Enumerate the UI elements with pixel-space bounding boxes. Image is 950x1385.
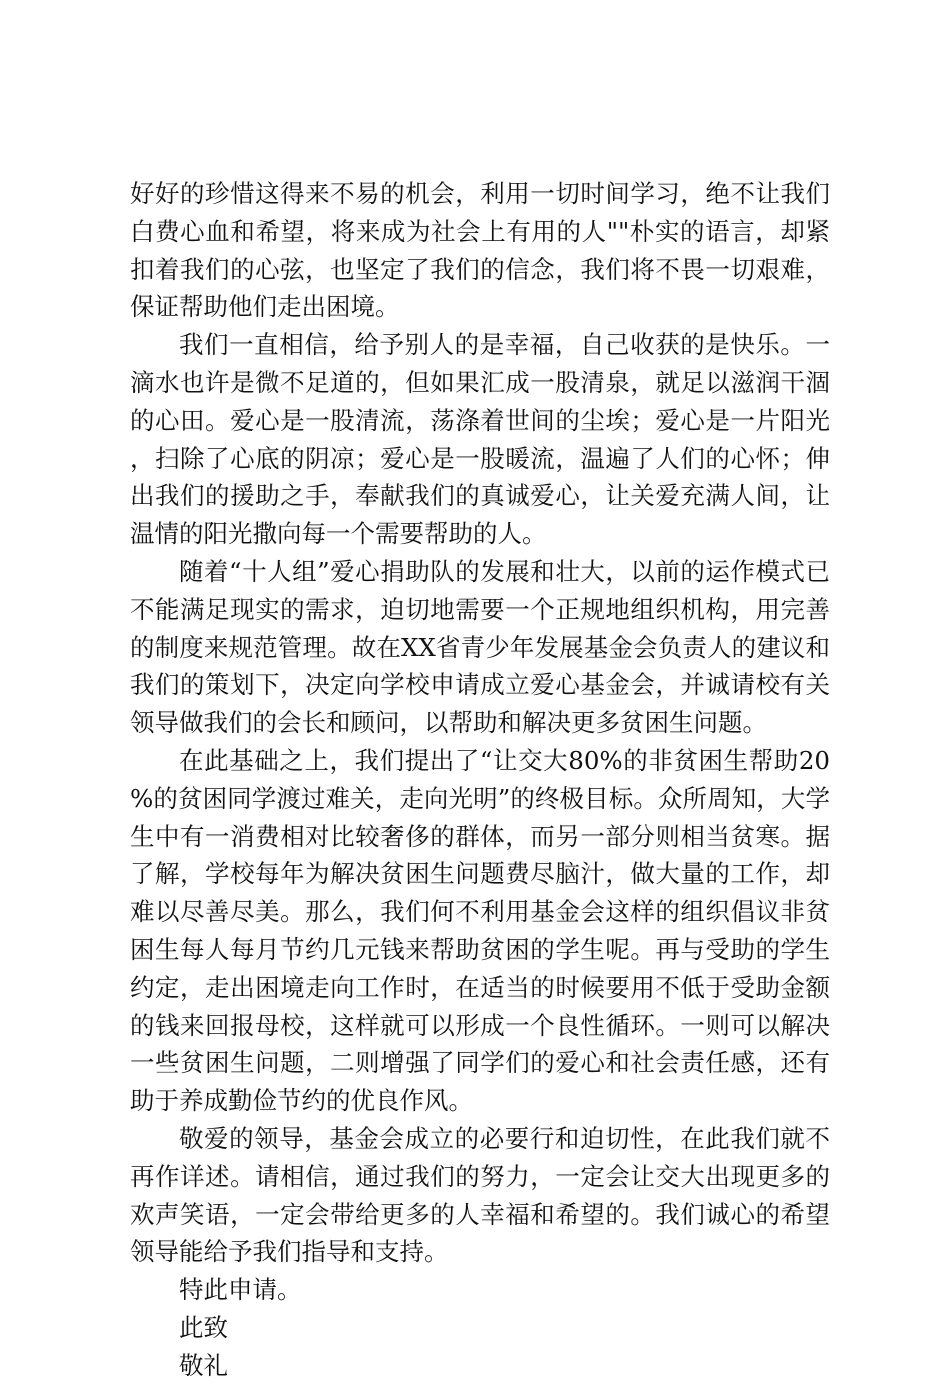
paragraph-5: 敬爱的领导，基金会成立的必要行和迫切性，在此我们就不再作详述。请相信，通过我们的努力，一定会让交大出现更多的欢声笑语，一定会带给更多的人幸福和希望的。我们诚心的希望领导能给予我们指导和支持。 bbox=[130, 1123, 830, 1267]
document-page bbox=[130, 175, 830, 1385]
paragraph-3: 随着“十人组”爱心捐助队的发展和壮大，以前的运作模式已不能满足现实的需求，迫切地需要一个正规地组织机构，用完善的制度来规范管理。故在XX省青少年发展基金会负责人的建议和我们的策划下，决定向学校申请成立爱心基金会，并诚请校有关领导做我们的会长和顾问，以帮助和解决更多贫困生问题。 bbox=[130, 556, 830, 738]
closing-salutation-1: 此致 bbox=[179, 1312, 228, 1342]
closing-request: 特此申请。 bbox=[179, 1275, 302, 1305]
paragraph-4: 在此基础之上，我们提出了“让交大80%的非贫困生帮助20%的贫困同学渡过难关，走向光明”的终极目标。众所周知，大学生中有一消费相对比较奢侈的群体，而另一部分则相当贫寒。据了解，学校每年为解决贫困生问题费尽脑汁，做大量的工作，却难以尽善尽美。那么，我们何不利用基金会这样的组织倡议非贫困生每人每月节约几元钱来帮助贫困的学生呢。再与受助的学生约定，走出困境走向工作时，在适当的时候要用不低于受助金额的钱来回报母校，这样就可以形成一个良性循环。一则可以解决一些贫困生问题，二则增强了同学们的爱心和社会责任感，还有助于养成勤俭节约的优良作风。 bbox=[130, 745, 830, 1116]
paragraph-2: 我们一直相信，给予别人的是幸福，自己收获的是快乐。一滴水也许是微不足道的，但如果汇成一股清泉，就足以滋润干涸的心田。爱心是一股清流，荡涤着世间的尘埃；爱心是一片阳光，扫除了心底的阴凉；爱心是一股暖流，温遍了人们的心怀；伸出我们的援助之手，奉献我们的真诚爱心，让关爱充满人间，让温情的阳光撒向每一个需要帮助的人。 bbox=[130, 330, 830, 549]
paragraph-1: 好好的珍惜这得来不易的机会，利用一切时间学习，绝不让我们白费心血和希望，将来成为社会上有用的人""朴实的语言，却紧扣着我们的心弦，也坚定了我们的信念，我们将不畏一切艰难，保证帮助他们走出困境。 bbox=[130, 179, 830, 322]
closing-salutation-2: 敬礼 bbox=[179, 1350, 228, 1380]
